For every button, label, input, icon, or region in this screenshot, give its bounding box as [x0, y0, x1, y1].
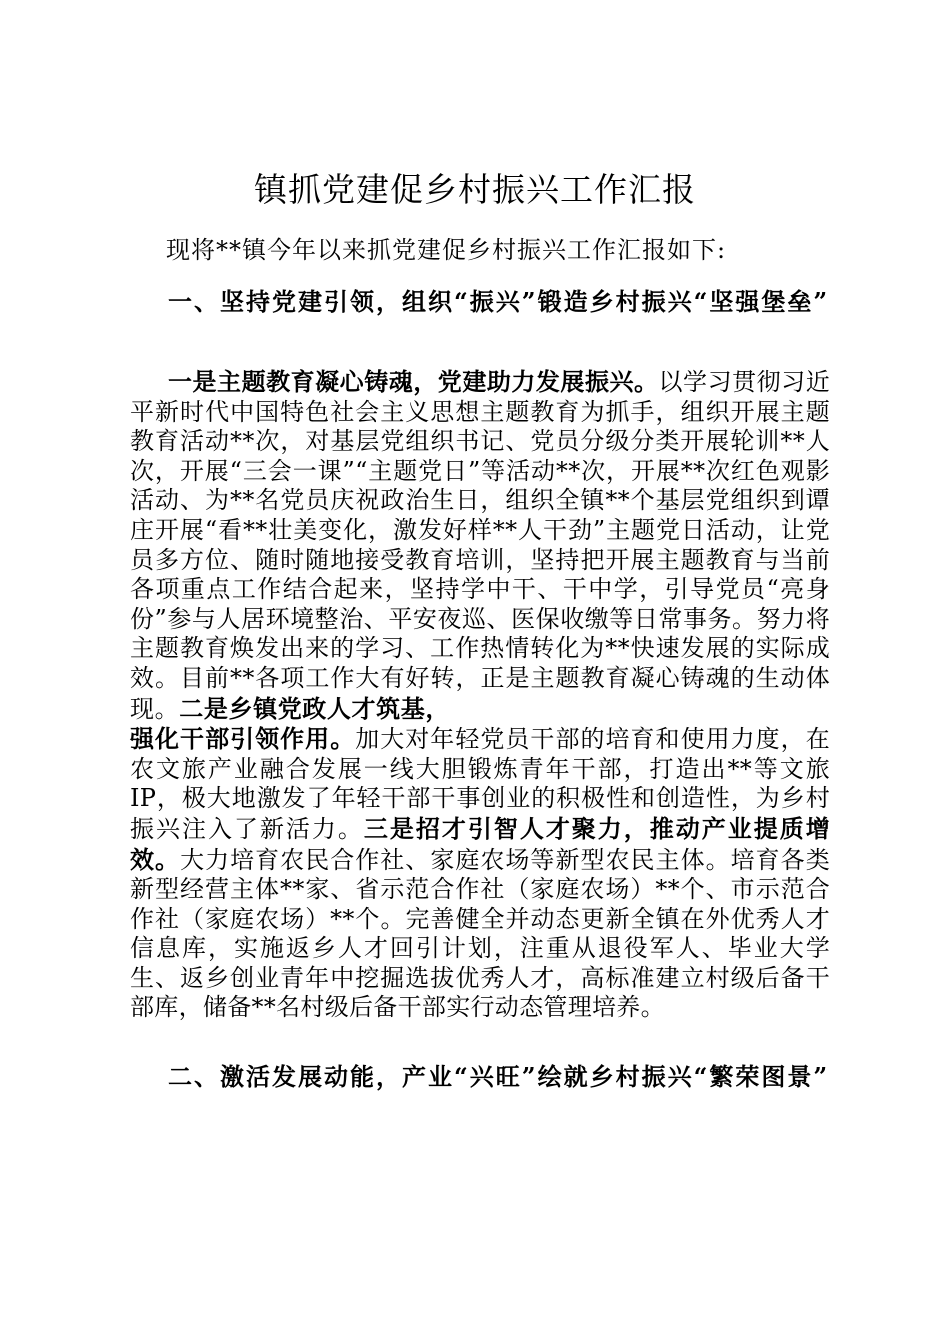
para2-lead-a: 二是乡镇党政人才筑基， [179, 693, 450, 723]
para1-text: 以学习贯彻习近平新时代中国特色社会主义思想主题教育为抓手，组织开展主题教育活动**次，对基层党组织书记、党员分级分类开展轮训**人次，开展“三会一课”“主题党日”等活动**次，开展**次红色观影活动、为**名党员庆祝政治生日，组织全镇**个基层党组织到谭庄开展“看**壮美变化，激发好样**人干劲”主题党日活动，让党员多方位、随时随地接受教育培训，坚持把开展主题教育与当前各项重点工作结合起来，坚持学中干、干中学，引导党员“亮身份”参与人居环境整治、平安夜巡、医保收缴等日常事务。努力将主题教育焕发出来的学习、工作热情转化为**快速发展的实际成效。目前**各项工作大有好转，正是主题教育凝心铸魂的生动体现。 [130, 368, 830, 723]
para2-lead-b: 强化干部引领作用。 [130, 724, 356, 754]
para1-lead: 一是主题教育凝心铸魂，党建助力发展振兴。 [168, 367, 659, 396]
section-heading-1: 一、坚持党建引领，组织“振兴”锻造乡村振兴“坚强堡垒” [168, 287, 830, 316]
intro-paragraph: 现将**镇今年以来抓党建促乡村振兴工作汇报如下: [166, 236, 727, 264]
body-paragraph [130, 367, 830, 1023]
para3-lead: 三是招才引智人才聚力，推动产业提质增效。 [130, 813, 831, 874]
para2-text: 加大对年轻党员干部的培育和使用力度，在农文旅产业融合发展一线大胆锻炼青年干部，打造出**等文旅IP，极大地激发了年轻干部干事创业的积极性和创造性，为乡村振兴注入了新活力。 [130, 725, 830, 843]
section-heading-2: 二、激活发展动能，产业“兴旺”绘就乡村振兴“繁荣图景” [168, 1062, 830, 1091]
document-title: 镇抓党建促乡村振兴工作汇报 [254, 170, 696, 209]
para3-text: 大力培育农民合作社、家庭农场等新型农民主体。培育各类新型经营主体**家、省示范合作社（家庭农场）**个、市示范合作社（家庭农场）**个。完善健全并动态更新全镇在外优秀人才信息库，实施返乡人才回引计划，注重从退役军人、毕业大学生、返乡创业青年中挖掘选拔优秀人才，高标准建立村级后备干部库，储备**名村级后备干部实行动态管理培养。 [130, 845, 830, 1022]
